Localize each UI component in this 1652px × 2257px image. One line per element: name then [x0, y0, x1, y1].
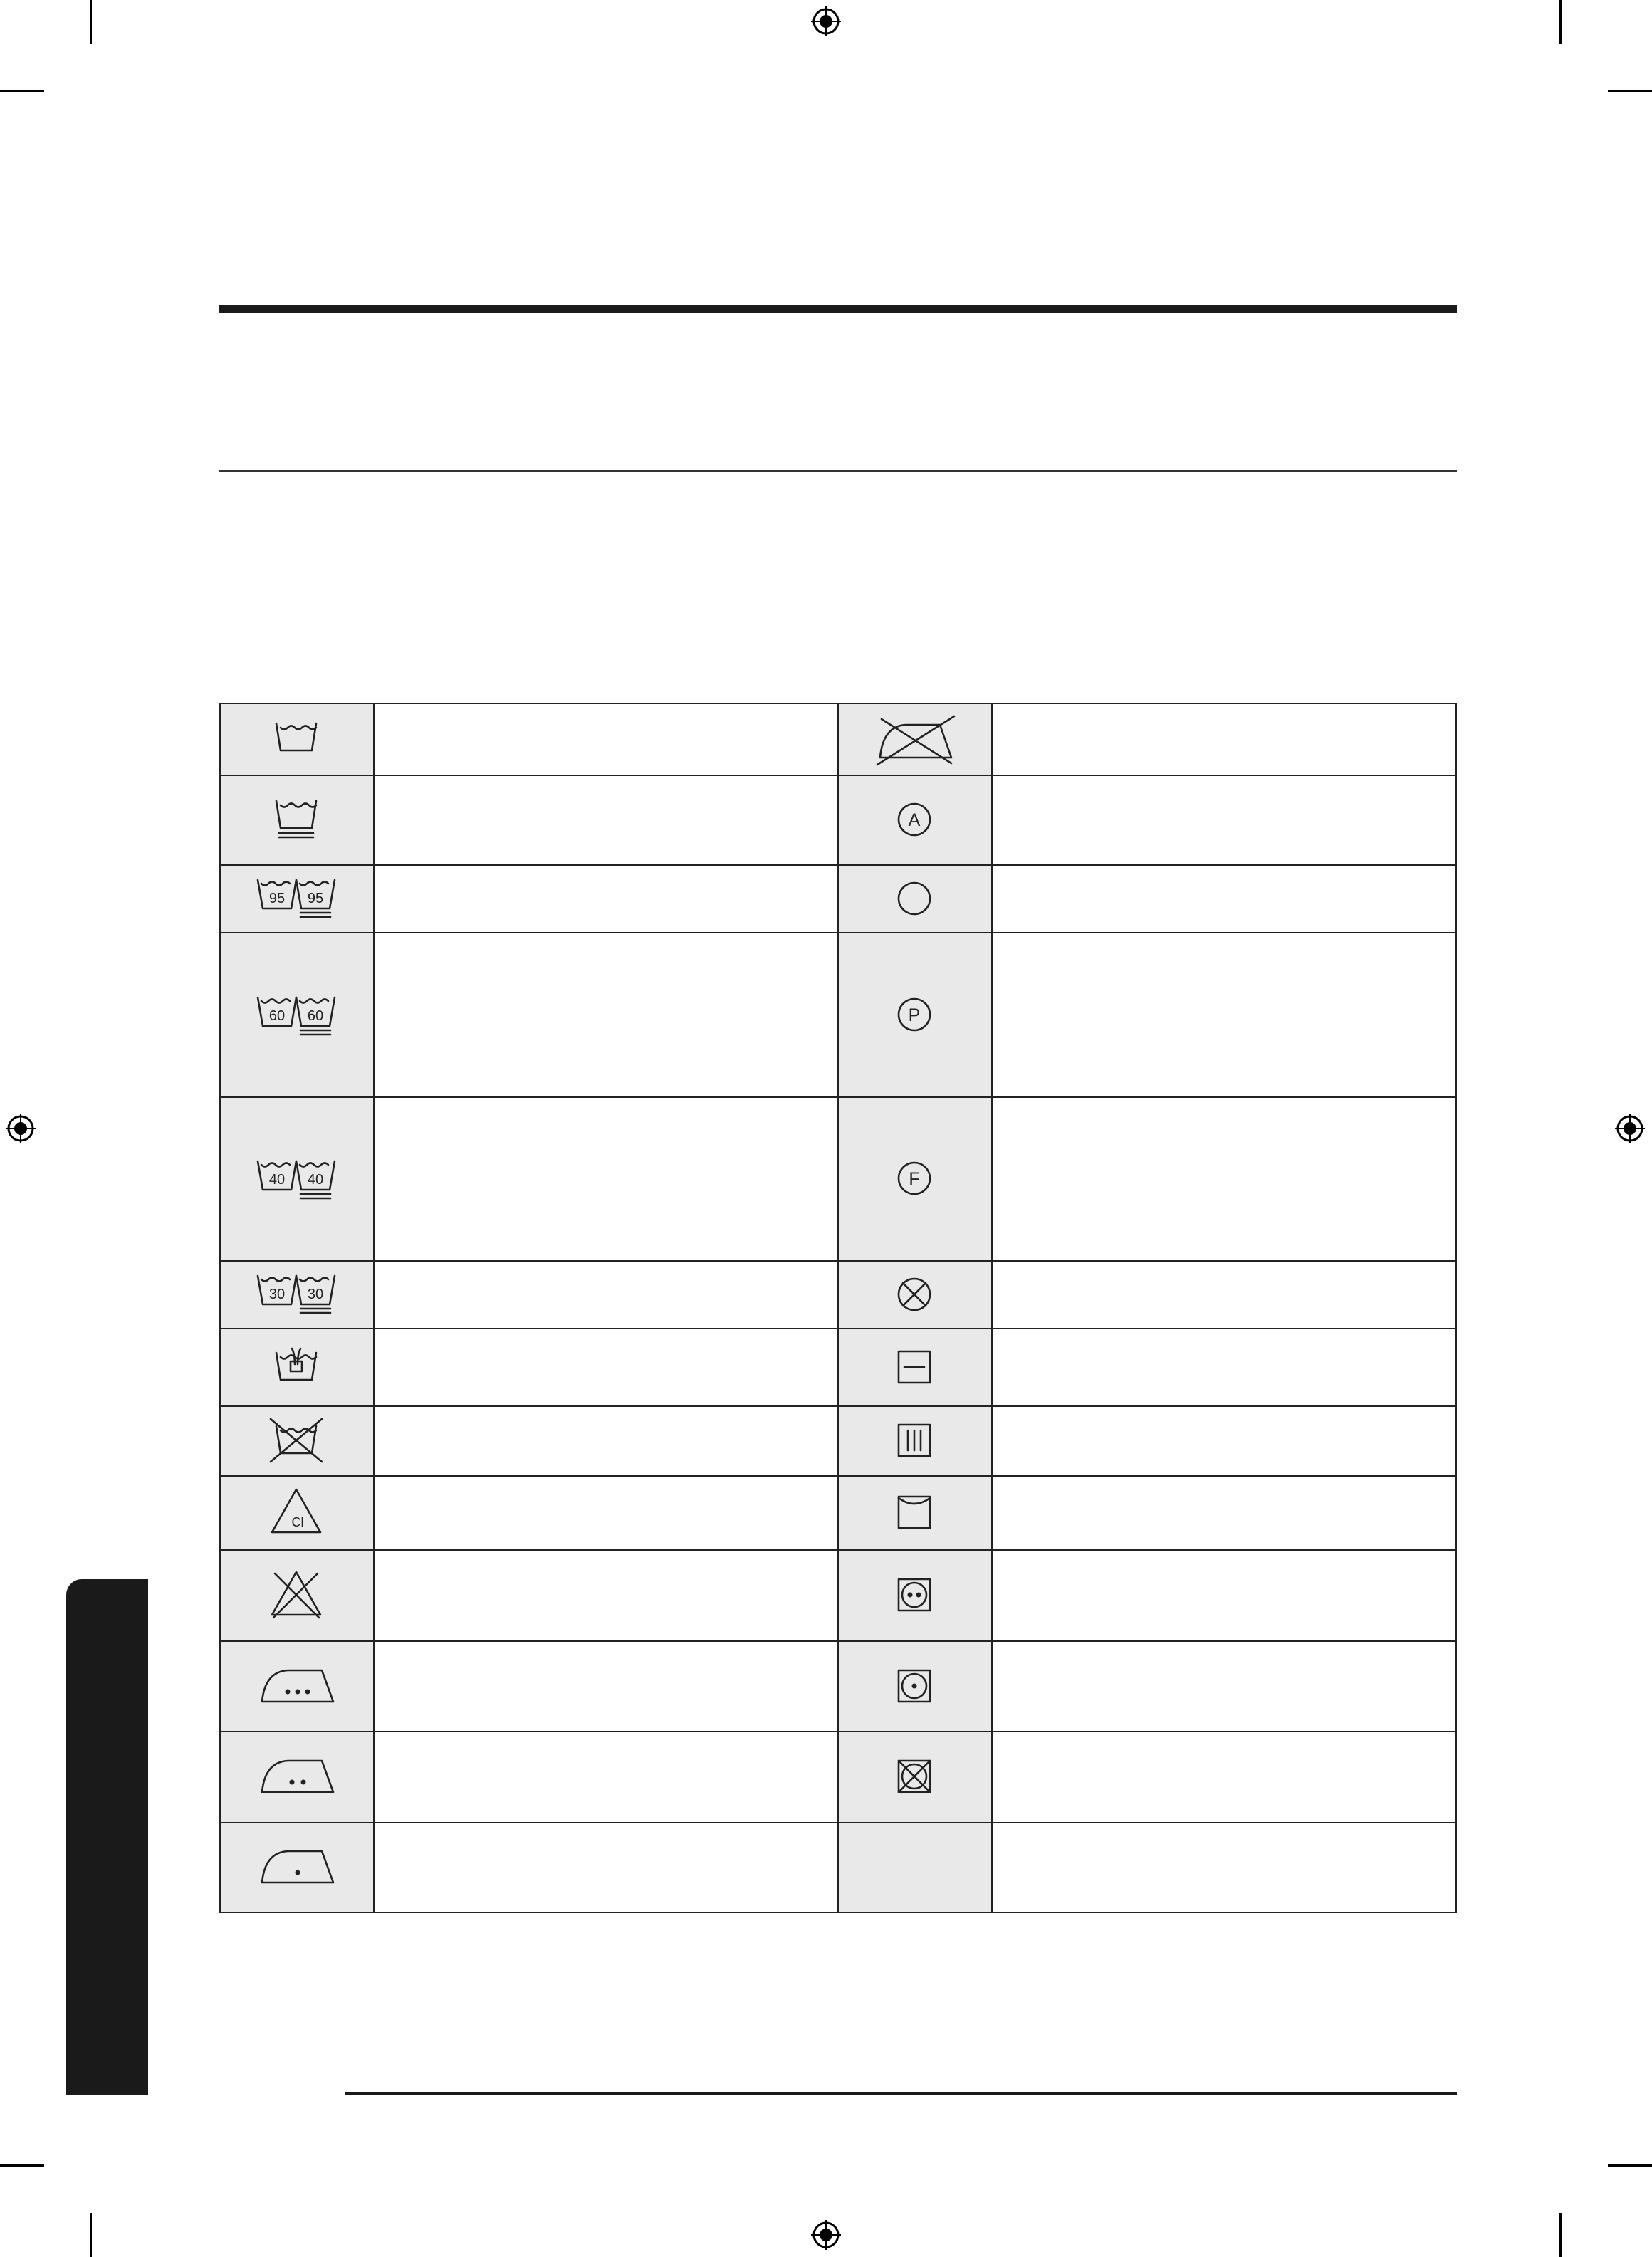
crop-mark: [90, 0, 92, 44]
description-cell: [991, 1822, 1457, 1912]
header-rule-thick: [219, 305, 1457, 313]
description-cell: [373, 1328, 837, 1405]
svg-text:30: 30: [268, 1286, 286, 1302]
description-cell: [991, 1640, 1457, 1731]
symbol-cell: [219, 703, 373, 775]
description-cell: [373, 775, 837, 864]
symbol-cell: [837, 775, 991, 864]
crop-mark: [90, 2213, 92, 2257]
table-grid-line: [1455, 703, 1457, 1913]
crop-mark: [1559, 2213, 1562, 2257]
crop-mark: [1608, 90, 1652, 92]
iron-low-icon: [253, 1831, 339, 1902]
svg-text:30: 30: [307, 1286, 324, 1302]
registration-mark-icon: [1615, 1114, 1645, 1143]
symbol-cell: [837, 932, 991, 1096]
description-cell: [991, 1328, 1457, 1405]
svg-text:40: 40: [307, 1172, 324, 1188]
washtub-95-icon: [253, 863, 339, 934]
tumble-dry-low-icon: [872, 1650, 957, 1722]
symbol-cell: [837, 1475, 991, 1549]
table-grid-line: [991, 703, 993, 1913]
registration-mark-icon: [811, 6, 841, 36]
tumble-dry-high-icon: [872, 1559, 957, 1630]
washtub-bar-icon: [253, 784, 339, 855]
symbol-cell: [837, 1822, 991, 1912]
description-cell: [373, 1640, 837, 1731]
crop-mark: [1559, 0, 1562, 44]
description-cell: [991, 1731, 1457, 1822]
symbol-cell: [219, 1475, 373, 1549]
description-cell: [373, 1822, 837, 1912]
svg-text:95: 95: [307, 890, 324, 906]
registration-mark-icon: [811, 2220, 841, 2250]
symbol-cell: [837, 1328, 991, 1405]
symbol-cell: [219, 1731, 373, 1822]
do-not-wash-icon: [253, 1405, 339, 1476]
table-grid-line: [837, 703, 839, 1913]
description-cell: [373, 1096, 837, 1260]
washtub-40-icon: [253, 1143, 339, 1214]
care-symbols-table: [219, 703, 1457, 1913]
svg-text:95: 95: [268, 890, 286, 906]
svg-text:A: A: [908, 810, 921, 830]
iron-medium-icon: [253, 1741, 339, 1812]
symbol-cell: [837, 1549, 991, 1640]
symbol-cell: [219, 1096, 373, 1260]
do-not-iron-icon: [872, 703, 957, 775]
washtub-60-icon: [253, 979, 339, 1050]
description-cell: [373, 1260, 837, 1328]
symbol-cell: [219, 1549, 373, 1640]
symbol-cell: [837, 1640, 991, 1731]
symbol-cell: [837, 703, 991, 775]
symbol-cell: [837, 1405, 991, 1475]
section-side-tab: [66, 1579, 148, 2095]
header-rule-thin: [219, 470, 1457, 472]
line-dry-icon: [872, 1477, 957, 1548]
description-cell: [991, 1260, 1457, 1328]
dry-clean-p-icon: [872, 979, 957, 1050]
symbol-cell: [837, 864, 991, 932]
registration-mark-icon: [6, 1114, 36, 1143]
symbol-cell: [219, 1640, 373, 1731]
symbol-cell: [837, 1260, 991, 1328]
crop-mark: [1608, 2164, 1652, 2167]
symbol-cell: [219, 932, 373, 1096]
description-cell: [373, 864, 837, 932]
description-cell: [991, 932, 1457, 1096]
description-cell: [991, 1405, 1457, 1475]
iron-high-icon: [253, 1650, 339, 1722]
svg-text:P: P: [908, 1005, 921, 1025]
description-cell: [991, 703, 1457, 775]
do-not-bleach-icon: [253, 1559, 339, 1630]
bleach-cl-icon: [253, 1477, 339, 1548]
symbol-cell: [837, 1731, 991, 1822]
description-cell: [373, 703, 837, 775]
symbol-cell: [219, 1822, 373, 1912]
description-cell: [373, 1405, 837, 1475]
footer-rule: [345, 2092, 1457, 2095]
do-not-dry-clean-icon: [872, 1259, 957, 1330]
do-not-tumble-dry-icon: [872, 1741, 957, 1812]
table-grid-line: [219, 703, 221, 1913]
symbol-cell: [219, 864, 373, 932]
blank-icon: [872, 1831, 957, 1902]
dry-clean-icon: [872, 863, 957, 934]
symbol-cell: [219, 1260, 373, 1328]
description-cell: [373, 1549, 837, 1640]
dry-clean-f-icon: [872, 1143, 957, 1214]
dry-flat-icon: [872, 1331, 957, 1403]
symbol-cell: [219, 1328, 373, 1405]
svg-text:F: F: [909, 1169, 920, 1189]
description-cell: [991, 1549, 1457, 1640]
description-cell: [373, 1731, 837, 1822]
table-grid-line: [373, 703, 375, 1913]
hand-wash-icon: [253, 1331, 339, 1403]
description-cell: [991, 775, 1457, 864]
description-cell: [373, 1475, 837, 1549]
svg-text:60: 60: [307, 1007, 324, 1024]
symbol-cell: [219, 1405, 373, 1475]
svg-text:60: 60: [268, 1007, 286, 1024]
description-cell: [991, 864, 1457, 932]
svg-text:40: 40: [268, 1172, 286, 1188]
crop-mark: [0, 2164, 44, 2167]
description-cell: [991, 1475, 1457, 1549]
crop-mark: [0, 90, 44, 92]
svg-text:Cl: Cl: [291, 1515, 304, 1529]
description-cell: [991, 1096, 1457, 1260]
drip-dry-icon: [872, 1405, 957, 1476]
symbol-cell: [837, 1096, 991, 1260]
symbol-cell: [219, 775, 373, 864]
dry-clean-a-icon: [872, 784, 957, 855]
washtub-30-icon: [253, 1259, 339, 1330]
washtub-icon: [253, 703, 339, 775]
description-cell: [373, 932, 837, 1096]
